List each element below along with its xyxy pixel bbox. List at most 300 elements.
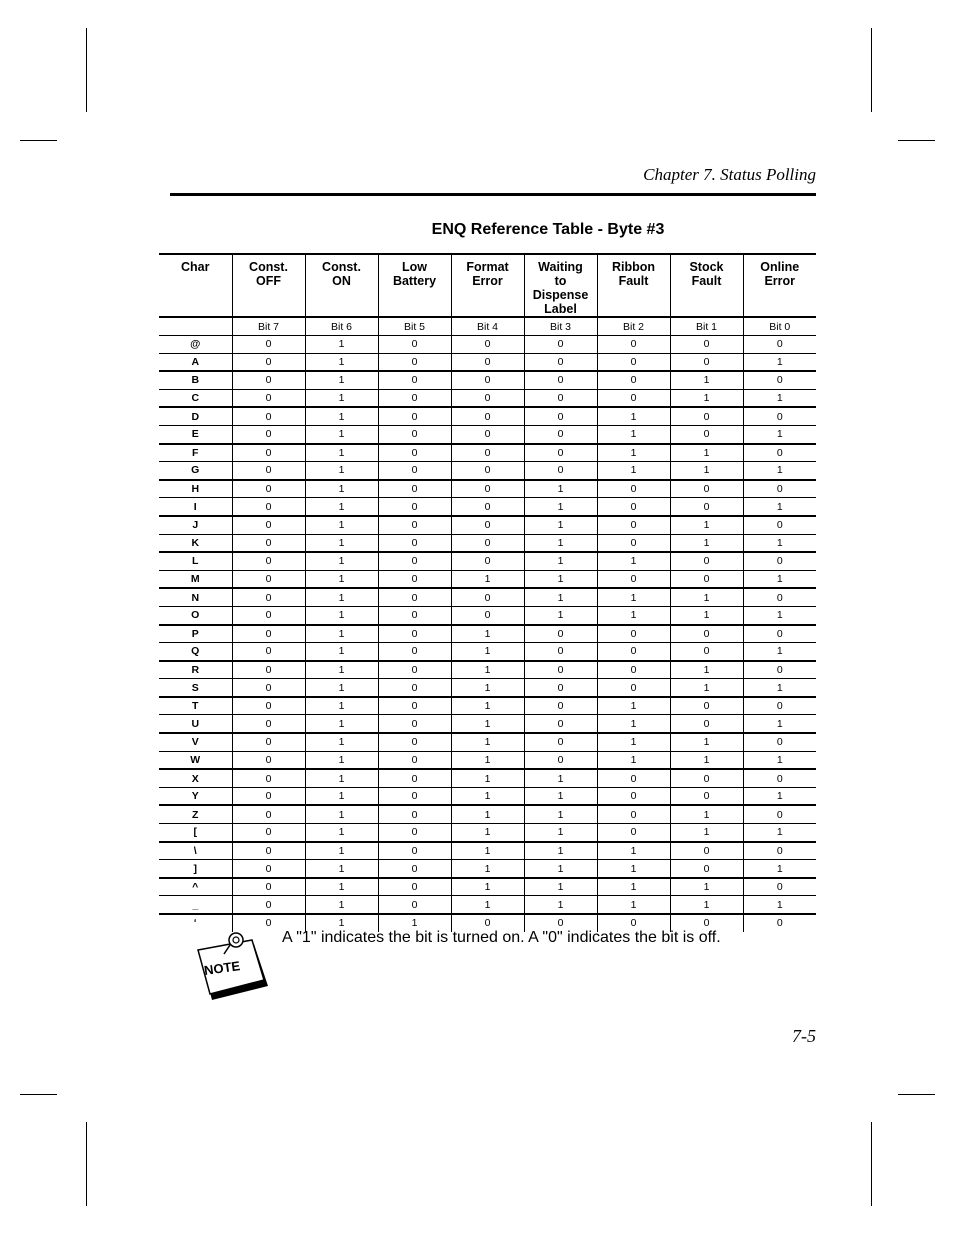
bit-value-cell: 0 (378, 824, 451, 842)
bit-value-cell: 1 (451, 733, 524, 751)
bit-value-cell: 0 (378, 679, 451, 697)
bit-value-cell: 1 (305, 462, 378, 480)
char-cell: R (159, 661, 232, 679)
bit-value-cell: 0 (232, 878, 305, 896)
char-cell: H (159, 480, 232, 498)
bit-value-cell: 0 (378, 625, 451, 643)
bit-value-cell: 1 (743, 860, 816, 878)
bit-value-cell: 0 (743, 516, 816, 534)
table-header-row (159, 254, 816, 317)
bit-value-cell: 1 (670, 534, 743, 552)
char-cell: G (159, 462, 232, 480)
bit-value-cell: 0 (670, 552, 743, 570)
bit-value-cell: 1 (743, 679, 816, 697)
bit-value-cell: 0 (670, 353, 743, 371)
bit-value-cell: 1 (597, 715, 670, 733)
char-cell: Z (159, 805, 232, 823)
bit-value-cell: 0 (232, 389, 305, 407)
char-cell: F (159, 444, 232, 462)
table-row (159, 552, 816, 570)
bit-value-cell: 0 (378, 480, 451, 498)
bit-value-cell: 0 (232, 552, 305, 570)
bit-value-cell: 1 (305, 878, 378, 896)
bit-value-cell: 0 (670, 860, 743, 878)
bit-value-cell: 0 (232, 769, 305, 787)
crop-mark (871, 1122, 872, 1206)
bit-value-cell: 0 (378, 787, 451, 805)
char-cell: P (159, 625, 232, 643)
bit-value-cell: 1 (305, 679, 378, 697)
note-label: NOTE (203, 958, 241, 978)
bit-value-cell: 0 (743, 480, 816, 498)
bit-value-cell: 1 (305, 824, 378, 842)
bit-value-cell: 0 (524, 697, 597, 715)
bit-value-cell: 0 (670, 625, 743, 643)
bit-value-cell: 0 (232, 336, 305, 354)
bit-label: Bit 6 (305, 317, 378, 336)
char-cell: ‘ (193, 917, 197, 930)
table-row (159, 516, 816, 534)
table-row (159, 697, 816, 715)
bit-value-cell: 0 (232, 751, 305, 769)
char-cell: Q (159, 643, 232, 661)
bit-value-cell: 0 (670, 715, 743, 733)
bit-value-cell: 0 (378, 498, 451, 516)
bit-value-cell: 0 (378, 643, 451, 661)
bit-value-cell: 1 (597, 896, 670, 914)
bit-value-cell: 0 (743, 697, 816, 715)
bit-label: Bit 0 (743, 317, 816, 336)
bit-value-cell: 1 (305, 715, 378, 733)
bit-value-cell: 1 (524, 769, 597, 787)
char-cell: O (159, 606, 232, 624)
bit-row (159, 317, 816, 336)
bit-value-cell: 0 (378, 407, 451, 425)
bit-value-cell: 0 (451, 336, 524, 354)
bit-value-cell: 1 (670, 679, 743, 697)
table-row (159, 407, 816, 425)
bit-value-cell: 0 (378, 606, 451, 624)
bit-value-cell: 0 (232, 407, 305, 425)
bit-value-cell: 1 (305, 516, 378, 534)
bit-value-cell: 0 (378, 425, 451, 443)
bit-value-cell: 1 (451, 842, 524, 860)
table-row (159, 588, 816, 606)
char-cell: E (159, 425, 232, 443)
bit-value-cell: 0 (743, 805, 816, 823)
bit-value-cell: 1 (378, 914, 451, 932)
bit-value-cell: 1 (743, 570, 816, 588)
bit-value-cell: 0 (232, 860, 305, 878)
bit-value-cell: 0 (232, 444, 305, 462)
char-cell: ^ (159, 878, 232, 896)
bit-label: Bit 4 (451, 317, 524, 336)
bit-value-cell: 1 (451, 570, 524, 588)
bit-value-cell: 1 (670, 733, 743, 751)
bit-value-cell: 0 (451, 606, 524, 624)
bit-value-cell: 0 (451, 552, 524, 570)
bit-value-cell: 0 (597, 336, 670, 354)
table-row (159, 751, 816, 769)
column-header: Char (159, 254, 232, 317)
bit-value-cell: 0 (597, 353, 670, 371)
bit-value-cell: 1 (524, 896, 597, 914)
column-header: Ribbon Fault (597, 254, 670, 317)
bit-value-cell: 0 (597, 625, 670, 643)
bit-value-cell: 0 (670, 498, 743, 516)
bit-value-cell: 1 (524, 534, 597, 552)
crop-mark (898, 140, 935, 141)
bit-value-cell: 1 (524, 498, 597, 516)
bit-value-cell: 1 (524, 824, 597, 842)
bit-value-cell: 1 (524, 552, 597, 570)
bit-value-cell: 0 (597, 389, 670, 407)
bit-value-cell: 1 (451, 625, 524, 643)
bit-value-cell: 0 (743, 625, 816, 643)
bit-value-cell: 1 (305, 570, 378, 588)
bit-value-cell: 1 (305, 425, 378, 443)
bit-value-cell: 1 (597, 733, 670, 751)
bit-value-cell: 0 (378, 534, 451, 552)
bit-value-cell: 1 (305, 769, 378, 787)
bit-value-cell: 1 (597, 606, 670, 624)
bit-value-cell: 1 (524, 588, 597, 606)
bit-value-cell: 0 (524, 389, 597, 407)
bit-value-cell: 0 (597, 769, 670, 787)
bit-value-cell: 0 (232, 787, 305, 805)
bit-value-cell: 1 (451, 769, 524, 787)
bit-value-cell: 1 (743, 715, 816, 733)
char-cell: L (159, 552, 232, 570)
bit-value-cell: 1 (743, 425, 816, 443)
char-cell: S (159, 679, 232, 697)
table-row (159, 805, 816, 823)
bit-value-cell: 0 (451, 462, 524, 480)
header-rule (170, 193, 816, 196)
table-row (159, 733, 816, 751)
bit-value-cell: 1 (305, 787, 378, 805)
bit-value-cell: 1 (305, 751, 378, 769)
bit-value-cell: 1 (305, 697, 378, 715)
bit-value-cell: 0 (378, 462, 451, 480)
bit-value-cell: 1 (305, 643, 378, 661)
char-cell: J (159, 516, 232, 534)
bit-value-cell: 1 (743, 389, 816, 407)
bit-value-cell: 1 (524, 606, 597, 624)
char-cell: [ (159, 824, 232, 842)
bit-value-cell: 0 (232, 679, 305, 697)
bit-value-cell: 1 (743, 498, 816, 516)
bit-value-cell: 1 (597, 462, 670, 480)
bit-value-cell: 0 (378, 570, 451, 588)
char-cell: N (159, 588, 232, 606)
char-cell: A (159, 353, 232, 371)
column-header: Format Error (451, 254, 524, 317)
bit-value-cell: 0 (524, 733, 597, 751)
char-cell: M (159, 570, 232, 588)
column-header: Const. OFF (232, 254, 305, 317)
bit-value-cell: 1 (524, 516, 597, 534)
bit-value-cell: 0 (524, 643, 597, 661)
bit-value-cell: 0 (232, 498, 305, 516)
table-row (159, 570, 816, 588)
char-cell: W (159, 751, 232, 769)
bit-value-cell: 0 (670, 643, 743, 661)
char-cell: ] (159, 860, 232, 878)
bit-value-cell: 1 (670, 751, 743, 769)
bit-value-cell: 0 (597, 570, 670, 588)
bit-value-cell: 0 (451, 498, 524, 516)
bit-label (159, 317, 232, 336)
bit-value-cell: 0 (232, 914, 305, 932)
bit-value-cell: 1 (670, 661, 743, 679)
table-row (159, 769, 816, 787)
bit-label: Bit 7 (232, 317, 305, 336)
bit-value-cell: 1 (524, 787, 597, 805)
bit-value-cell: 0 (743, 661, 816, 679)
char-cell: Y (159, 787, 232, 805)
bit-value-cell: 0 (524, 625, 597, 643)
bit-value-cell: 0 (524, 914, 597, 932)
table-row (159, 606, 816, 624)
bit-value-cell: 0 (451, 444, 524, 462)
column-header: Online Error (743, 254, 816, 317)
bit-value-cell: 0 (378, 661, 451, 679)
bit-value-cell: 0 (524, 407, 597, 425)
bit-value-cell: 1 (743, 896, 816, 914)
bit-value-cell: 1 (305, 606, 378, 624)
bit-value-cell: 0 (232, 625, 305, 643)
column-header: Low Battery (378, 254, 451, 317)
bit-value-cell: 1 (670, 606, 743, 624)
bit-value-cell: 1 (670, 824, 743, 842)
bit-value-cell: 1 (743, 824, 816, 842)
bit-value-cell: 1 (305, 498, 378, 516)
bit-value-cell: 0 (524, 425, 597, 443)
bit-value-cell: 0 (232, 353, 305, 371)
bit-value-cell: 0 (232, 606, 305, 624)
bit-value-cell: 0 (378, 805, 451, 823)
bit-value-cell: 0 (378, 751, 451, 769)
bit-value-cell: 1 (451, 896, 524, 914)
table-row (159, 425, 816, 443)
bit-value-cell: 0 (524, 661, 597, 679)
bit-value-cell: 0 (378, 444, 451, 462)
bit-value-cell: 1 (451, 824, 524, 842)
bit-value-cell: 0 (232, 516, 305, 534)
bit-value-cell: 0 (670, 697, 743, 715)
bit-value-cell: 0 (670, 914, 743, 932)
enq-reference-table (159, 253, 816, 932)
bit-value-cell: 0 (232, 643, 305, 661)
bit-value-cell: 1 (305, 842, 378, 860)
bit-value-cell: 0 (451, 534, 524, 552)
bit-value-cell: 1 (670, 371, 743, 389)
bit-value-cell: 1 (597, 842, 670, 860)
table-row (159, 842, 816, 860)
bit-value-cell: 0 (743, 407, 816, 425)
bit-value-cell: 0 (232, 371, 305, 389)
bit-value-cell: 0 (743, 588, 816, 606)
bit-value-cell: 0 (378, 697, 451, 715)
bit-value-cell: 1 (305, 914, 378, 932)
table-row (159, 679, 816, 697)
bit-value-cell: 1 (305, 444, 378, 462)
bit-value-cell: 0 (597, 480, 670, 498)
table-row (159, 480, 816, 498)
bit-value-cell: 0 (378, 769, 451, 787)
bit-value-cell: 0 (524, 679, 597, 697)
bit-value-cell: 0 (451, 480, 524, 498)
bit-value-cell: 0 (378, 552, 451, 570)
bit-value-cell: 1 (743, 606, 816, 624)
bit-value-cell: 1 (670, 444, 743, 462)
bit-value-cell: 1 (670, 805, 743, 823)
bit-value-cell: 1 (305, 805, 378, 823)
bit-value-cell: 1 (597, 552, 670, 570)
table-row (159, 896, 816, 914)
char-cell: _ (159, 896, 232, 914)
bit-value-cell: 0 (524, 462, 597, 480)
bit-value-cell: 0 (232, 480, 305, 498)
bit-value-cell: 1 (670, 878, 743, 896)
bit-value-cell: 0 (524, 715, 597, 733)
table-row (159, 787, 816, 805)
char-cell: U (159, 715, 232, 733)
bit-value-cell: 1 (743, 534, 816, 552)
bit-value-cell: 1 (305, 552, 378, 570)
bit-value-cell: 0 (232, 896, 305, 914)
table-row (159, 643, 816, 661)
char-cell: I (159, 498, 232, 516)
bit-value-cell: 0 (232, 824, 305, 842)
bit-value-cell: 1 (451, 787, 524, 805)
bit-value-cell: 0 (743, 914, 816, 932)
bit-value-cell: 1 (670, 516, 743, 534)
bit-value-cell: 0 (232, 715, 305, 733)
bit-value-cell: 0 (597, 824, 670, 842)
bit-value-cell: 0 (524, 353, 597, 371)
bit-value-cell: 0 (451, 353, 524, 371)
bit-value-cell: 0 (670, 480, 743, 498)
chapter-header: Chapter 7. Status Polling (643, 165, 816, 184)
bit-value-cell: 0 (597, 643, 670, 661)
bit-value-cell: 0 (743, 878, 816, 896)
bit-value-cell: 0 (743, 842, 816, 860)
bit-value-cell: 1 (524, 842, 597, 860)
bit-value-cell: 1 (305, 389, 378, 407)
bit-value-cell: 0 (378, 336, 451, 354)
table-row (159, 824, 816, 842)
bit-value-cell: 1 (524, 878, 597, 896)
column-header: Stock Fault (670, 254, 743, 317)
bit-value-cell: 0 (743, 444, 816, 462)
crop-mark (871, 28, 872, 112)
char-cell: B (159, 371, 232, 389)
table-row (159, 661, 816, 679)
bit-value-cell: 0 (232, 425, 305, 443)
bit-value-cell: 1 (743, 787, 816, 805)
bit-value-cell: 0 (232, 570, 305, 588)
bit-value-cell: 0 (597, 498, 670, 516)
bit-value-cell: 1 (451, 751, 524, 769)
bit-value-cell: 0 (597, 787, 670, 805)
bit-value-cell: 0 (378, 842, 451, 860)
crop-mark (898, 1094, 935, 1095)
bit-value-cell: 0 (451, 516, 524, 534)
table-row (159, 444, 816, 462)
bit-value-cell: 0 (670, 787, 743, 805)
table-row (159, 715, 816, 733)
bit-value-cell: 0 (232, 661, 305, 679)
bit-value-cell: 1 (305, 407, 378, 425)
char-cell: K (159, 534, 232, 552)
bit-value-cell: 1 (597, 444, 670, 462)
bit-value-cell: 0 (670, 842, 743, 860)
bit-value-cell: 1 (451, 679, 524, 697)
bit-value-cell: 0 (597, 805, 670, 823)
bit-value-cell: 1 (597, 588, 670, 606)
bit-value-cell: 0 (670, 769, 743, 787)
bit-value-cell: 1 (305, 733, 378, 751)
char-cell: \ (159, 842, 232, 860)
column-header: Waiting to Dispense Label (524, 254, 597, 317)
bit-value-cell: 0 (743, 336, 816, 354)
bit-value-cell: 0 (670, 425, 743, 443)
bit-value-cell: 0 (451, 389, 524, 407)
bit-value-cell: 0 (743, 733, 816, 751)
bit-value-cell: 0 (378, 715, 451, 733)
bit-value-cell: 0 (597, 371, 670, 389)
bit-value-cell: 0 (232, 805, 305, 823)
table-row (159, 371, 816, 389)
bit-value-cell: 1 (597, 697, 670, 715)
table-row (159, 860, 816, 878)
char-cell: C (159, 389, 232, 407)
bit-value-cell: 0 (597, 534, 670, 552)
bit-value-cell: 0 (524, 336, 597, 354)
bit-value-cell: 1 (305, 534, 378, 552)
bit-label: Bit 3 (524, 317, 597, 336)
bit-value-cell: 0 (524, 751, 597, 769)
bit-value-cell: 1 (670, 462, 743, 480)
bit-value-cell: 1 (305, 353, 378, 371)
bit-value-cell: 0 (743, 371, 816, 389)
bit-value-cell: 1 (743, 353, 816, 371)
bit-value-cell: 1 (451, 697, 524, 715)
bit-value-cell: 1 (305, 860, 378, 878)
table-row (159, 534, 816, 552)
bit-value-cell: 1 (524, 805, 597, 823)
char-cell: T (159, 697, 232, 715)
bit-value-cell: 0 (451, 588, 524, 606)
bit-value-cell: 1 (451, 643, 524, 661)
bit-value-cell: 0 (451, 407, 524, 425)
bit-value-cell: 1 (524, 860, 597, 878)
bit-value-cell: 0 (378, 896, 451, 914)
bit-value-cell: 1 (451, 860, 524, 878)
note-text: A "1" indicates the bit is turned on. A "0" indicates the bit is off. (282, 929, 721, 946)
bit-value-cell: 0 (597, 679, 670, 697)
bit-value-cell: 1 (670, 896, 743, 914)
char-cell: V (159, 733, 232, 751)
char-cell: D (159, 407, 232, 425)
bit-value-cell: 0 (378, 878, 451, 896)
bit-value-cell: 1 (597, 860, 670, 878)
char-cell: X (159, 769, 232, 787)
bit-value-cell: 0 (378, 733, 451, 751)
bit-value-cell: 1 (670, 389, 743, 407)
